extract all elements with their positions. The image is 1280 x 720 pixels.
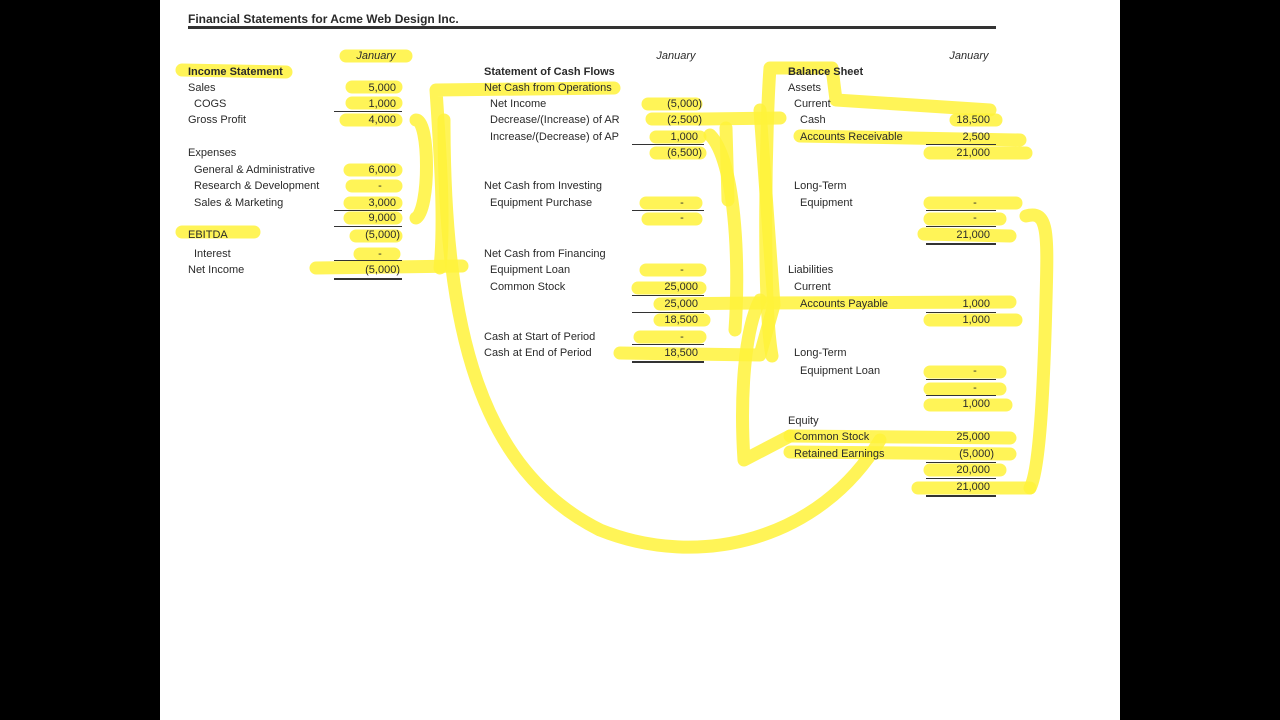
cf-net-income-label: Net Income xyxy=(490,98,547,110)
cash-start-value: - xyxy=(680,331,684,343)
equipment-loan-value: - xyxy=(680,264,684,276)
financing-label: Net Cash from Financing xyxy=(484,248,606,260)
gna-label: General & Administrative xyxy=(194,164,316,176)
cf-net-income-value: (5,000) xyxy=(667,98,702,110)
ap-change-label: Increase/(Decrease) of AP xyxy=(490,131,620,143)
double-rule xyxy=(926,495,996,497)
snm-value: 3,000 xyxy=(368,197,396,209)
bs-common-stock-value: 25,000 xyxy=(956,431,990,443)
cashflow-period-header: January xyxy=(656,50,696,62)
cash-label: Cash xyxy=(800,114,826,126)
subtotal-rule xyxy=(926,312,996,313)
subtotal-rule xyxy=(926,379,996,380)
title-underline xyxy=(188,26,996,29)
long-term-liabilities-label: Long-Term xyxy=(794,347,847,359)
bs-common-stock-label: Common Stock xyxy=(794,431,870,443)
subtotal-rule xyxy=(632,344,704,345)
rnd-label: Research & Development xyxy=(194,180,320,192)
equipment-purchase-value: - xyxy=(680,197,684,209)
payable-label: Accounts Payable xyxy=(800,298,889,310)
sales-label: Sales xyxy=(188,82,216,94)
subtotal-rule xyxy=(334,226,402,227)
subtotal-rule xyxy=(926,226,996,227)
long-term-liabilities-total: - xyxy=(973,382,977,394)
interest-label: Interest xyxy=(194,248,231,260)
total-expenses-value: 9,000 xyxy=(368,212,396,224)
balance-sheet-heading: Balance Sheet xyxy=(788,66,864,78)
gna-value: 6,000 xyxy=(368,164,396,176)
current-assets-label: Current xyxy=(794,98,831,110)
liabilities-label: Liabilities xyxy=(788,264,834,276)
total-assets-value: 21,000 xyxy=(956,229,990,241)
equipment-loan-label: Equipment Loan xyxy=(490,264,571,276)
subtotal-rule xyxy=(926,144,996,145)
current-liabilities-total: 1,000 xyxy=(962,314,990,326)
current-liabilities-label: Current xyxy=(794,281,831,293)
income-period-header: January xyxy=(356,50,396,62)
cash-start-label: Cash at Start of Period xyxy=(484,331,596,343)
net-change-value: 18,500 xyxy=(664,314,698,326)
payable-value: 1,000 xyxy=(962,298,990,310)
expenses-label: Expenses xyxy=(188,147,237,159)
equipment-label: Equipment xyxy=(800,197,853,209)
page-title: Financial Statements for Acme Web Design Inc. xyxy=(188,12,459,26)
rnd-value: - xyxy=(378,180,382,192)
income-statement-heading: Income Statement xyxy=(188,66,283,78)
total-liabilities-value: 1,000 xyxy=(962,398,990,410)
interest-value: - xyxy=(378,248,382,260)
equity-label: Equity xyxy=(788,415,819,427)
long-term-assets-label: Long-Term xyxy=(794,180,847,192)
receivable-label: Accounts Receivable xyxy=(800,131,903,143)
bs-equipment-loan-label: Equipment Loan xyxy=(800,365,881,377)
cashflow-heading: Statement of Cash Flows xyxy=(484,66,615,78)
long-term-assets-total: - xyxy=(973,212,977,224)
investing-total-value: - xyxy=(680,212,684,224)
subtotal-rule xyxy=(926,395,996,396)
common-stock-label: Common Stock xyxy=(490,281,566,293)
subtotal-rule xyxy=(632,295,704,296)
equipment-value: - xyxy=(973,197,977,209)
cogs-label: COGS xyxy=(194,98,227,110)
retained-earnings-value: (5,000) xyxy=(959,448,994,460)
snm-label: Sales & Marketing xyxy=(194,197,284,209)
double-rule xyxy=(926,243,996,245)
sales-value: 5,000 xyxy=(368,82,396,94)
total-liabilities-equity-value: 21,000 xyxy=(956,481,990,493)
ar-change-value: (2,500) xyxy=(667,114,702,126)
double-rule xyxy=(334,278,402,280)
ebitda-value: (5,000) xyxy=(365,229,400,241)
subtotal-rule xyxy=(632,210,704,211)
ar-change-label: Decrease/(Increase) of AR xyxy=(490,114,620,126)
bs-equipment-loan-value: - xyxy=(973,365,977,377)
equity-total-value: 20,000 xyxy=(956,464,990,476)
double-rule xyxy=(632,361,704,363)
gross-profit-value: 4,000 xyxy=(368,114,396,126)
subtotal-rule xyxy=(926,210,996,211)
ops-total-value: (6,500) xyxy=(667,147,702,159)
cash-end-value: 18,500 xyxy=(664,347,698,359)
common-stock-value: 25,000 xyxy=(664,281,698,293)
current-assets-total: 21,000 xyxy=(956,147,990,159)
cogs-value: 1,000 xyxy=(368,98,396,110)
subtotal-rule xyxy=(334,210,402,211)
ap-change-value: 1,000 xyxy=(670,131,698,143)
document-page xyxy=(160,0,1120,720)
subtotal-rule xyxy=(926,462,996,463)
ops-label: Net Cash from Operations xyxy=(484,82,612,94)
cash-end-label: Cash at End of Period xyxy=(484,347,592,359)
cash-value: 18,500 xyxy=(956,114,990,126)
net-income-value: (5,000) xyxy=(365,264,400,276)
gross-profit-label: Gross Profit xyxy=(188,114,247,126)
subtotal-rule xyxy=(334,111,402,112)
receivable-value: 2,500 xyxy=(962,131,990,143)
retained-earnings-label: Retained Earnings xyxy=(794,448,885,460)
net-income-label: Net Income xyxy=(188,264,245,276)
subtotal-rule xyxy=(926,478,996,479)
subtotal-rule xyxy=(632,312,704,313)
ebitda-label: EBITDA xyxy=(188,229,228,241)
subtotal-rule xyxy=(334,260,402,261)
equipment-purchase-label: Equipment Purchase xyxy=(490,197,593,209)
assets-label: Assets xyxy=(788,82,822,94)
financing-total-value: 25,000 xyxy=(664,298,698,310)
investing-label: Net Cash from Investing xyxy=(484,180,602,192)
balance-period-header: January xyxy=(949,50,989,62)
subtotal-rule xyxy=(632,144,704,145)
